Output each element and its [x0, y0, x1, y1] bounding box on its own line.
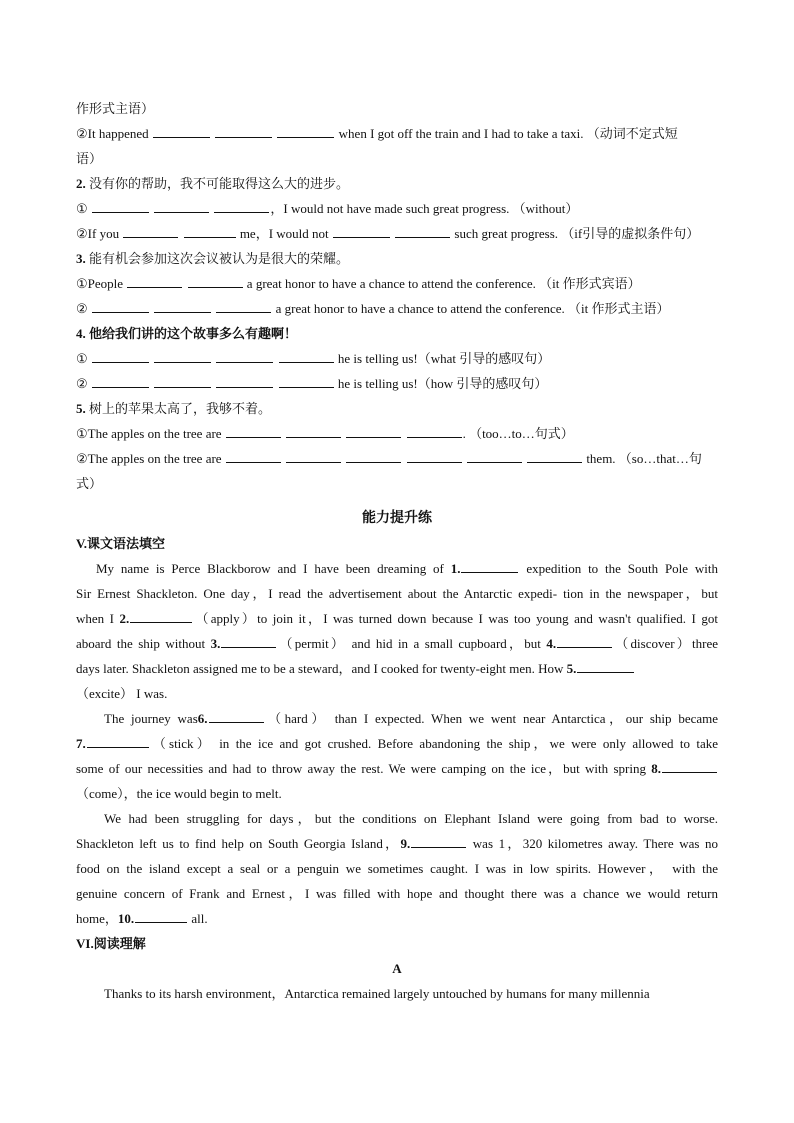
- passage-line: when I 2. （apply）to join it，I was turned down because I was too young and wasn't qualified. I got: [76, 606, 718, 631]
- answer-blank[interactable]: [277, 123, 334, 138]
- part6-title: VI.阅读理解: [76, 936, 146, 951]
- answer-blank[interactable]: [226, 423, 281, 438]
- exercise-5a: ①The apples on the tree are . （too…to…句式）: [76, 421, 718, 446]
- answer-blank[interactable]: [214, 198, 269, 213]
- answer-blank[interactable]: [123, 223, 178, 238]
- passage-a-label: A: [392, 961, 402, 976]
- answer-blank[interactable]: [216, 298, 271, 313]
- answer-blank[interactable]: [333, 223, 390, 238]
- passage-line: Shackleton left us to find help on South Georgia Island，9. was 1，320 kilometres away. There was no: [76, 831, 718, 856]
- answer-blank[interactable]: [407, 423, 462, 438]
- answer-blank[interactable]: [286, 448, 341, 463]
- question-5: 5. 树上的苹果太高了，我够不着。: [76, 401, 272, 416]
- answer-blank[interactable]: [286, 423, 341, 438]
- answer-blank[interactable]: [527, 448, 582, 463]
- answer-blank[interactable]: [395, 223, 450, 238]
- answer-blank[interactable]: [215, 123, 272, 138]
- exercise-4a: ① he is telling us!（what 引导的感叹句）: [76, 346, 718, 371]
- answer-blank[interactable]: [87, 733, 149, 748]
- passage-line: genuine concern of Frank and Ernest，I was filled with hope and thought there was a chance we would return: [76, 886, 718, 901]
- exercise-2a: ① ，I would not have made such great progress. （without）: [76, 196, 718, 221]
- passage-line: some of our necessities and had to throw away the rest. We were camping on the ice，but with spring 8.: [76, 756, 718, 781]
- grammar-passage: [76, 556, 718, 931]
- question-4: 4. 他给我们讲的这个故事多么有趣啊！: [76, 326, 298, 341]
- answer-blank[interactable]: [209, 708, 264, 723]
- passage-line: Thanks to its harsh environment，Antarctica remained largely untouched by humans for many millennia: [104, 986, 650, 1001]
- answer-blank[interactable]: [184, 223, 236, 238]
- passage-line: The journey was6. （hard） than I expected. When we went near Antarctica，our ship became: [76, 706, 718, 731]
- passage-line: My name is Perce Blackborow and I have been dreaming of 1. expedition to the South Pole with: [76, 556, 718, 581]
- exercise-1b: ②It happened when I got off the train and I had to take a taxi. （动词不定式短: [76, 121, 718, 146]
- answer-blank[interactable]: [407, 448, 462, 463]
- answer-blank[interactable]: [557, 633, 612, 648]
- answer-blank[interactable]: [461, 558, 518, 573]
- answer-blank[interactable]: [153, 123, 210, 138]
- answer-blank[interactable]: [154, 373, 211, 388]
- passage-line: （come），the ice would begin to melt.: [76, 786, 282, 801]
- answer-blank[interactable]: [346, 448, 401, 463]
- answer-blank[interactable]: [92, 298, 149, 313]
- answer-blank[interactable]: [127, 273, 182, 288]
- text-line: 语）: [76, 151, 103, 166]
- passage-line: aboard the ship without 3. （permit） and hid in a small cupboard，but 4. （discover）three: [76, 631, 718, 656]
- answer-blank[interactable]: [279, 373, 334, 388]
- answer-blank[interactable]: [662, 758, 717, 773]
- exercise-3b: ② a great honor to have a chance to attend the conference. （it 作形式主语）: [76, 296, 718, 321]
- answer-blank[interactable]: [279, 348, 334, 363]
- answer-blank[interactable]: [92, 198, 149, 213]
- answer-blank[interactable]: [154, 348, 211, 363]
- passage-line: home，10. all.: [76, 906, 718, 931]
- question-2: 2. 没有你的帮助，我不可能取得这么大的进步。: [76, 176, 350, 191]
- answer-blank[interactable]: [92, 373, 149, 388]
- answer-blank[interactable]: [411, 833, 466, 848]
- exercise-4b: ② he is telling us!（how 引导的感叹句）: [76, 371, 718, 396]
- text-line: 作形式主语）: [76, 101, 155, 116]
- answer-blank[interactable]: [221, 633, 276, 648]
- passage-line: days later. Shackleton assigned me to be a steward，and I cooked for twenty-eight men. How 5.: [76, 656, 718, 681]
- answer-blank[interactable]: [154, 298, 211, 313]
- answer-blank[interactable]: [154, 198, 209, 213]
- answer-blank[interactable]: [226, 448, 281, 463]
- answer-blank[interactable]: [346, 423, 401, 438]
- answer-blank[interactable]: [135, 908, 187, 923]
- answer-blank[interactable]: [188, 273, 243, 288]
- answer-blank[interactable]: [216, 373, 273, 388]
- answer-blank[interactable]: [577, 658, 634, 673]
- passage-line: （excite） I was.: [76, 686, 168, 701]
- text-line: 式）: [76, 476, 103, 491]
- exercise-5b: ②The apples on the tree are them. （so…that…句: [76, 446, 718, 471]
- passage-line: Sir Ernest Shackleton. One day，I read the advertisement about the Antarctic expedi- tion in the newspaper，but: [76, 586, 718, 601]
- exercise-3a: ①People a great honor to have a chance to attend the conference. （it 作形式宾语）: [76, 271, 718, 296]
- exercise-2b: ②If you me，I would not such great progress. （if引导的虚拟条件句）: [76, 221, 718, 246]
- answer-blank[interactable]: [130, 608, 192, 623]
- answer-blank[interactable]: [92, 348, 149, 363]
- worksheet-page: [76, 96, 718, 1006]
- passage-line: 7. （stick） in the ice and got crushed. Before abandoning the ship，we were only allowed to take: [76, 731, 718, 756]
- passage-line: We had been struggling for days，but the conditions on Elephant Island were going from bad to worse.: [104, 811, 718, 826]
- section-title: 能力提升练: [362, 511, 432, 526]
- passage-line: food on the island except a seal or a penguin we sometimes caught. I was in low spirits. However， with the: [76, 861, 718, 876]
- answer-blank[interactable]: [216, 348, 273, 363]
- answer-blank[interactable]: [467, 448, 522, 463]
- question-3: 3. 能有机会参加这次会议被认为是很大的荣耀。: [76, 251, 350, 266]
- part5-title: V.课文语法填空: [76, 536, 165, 551]
